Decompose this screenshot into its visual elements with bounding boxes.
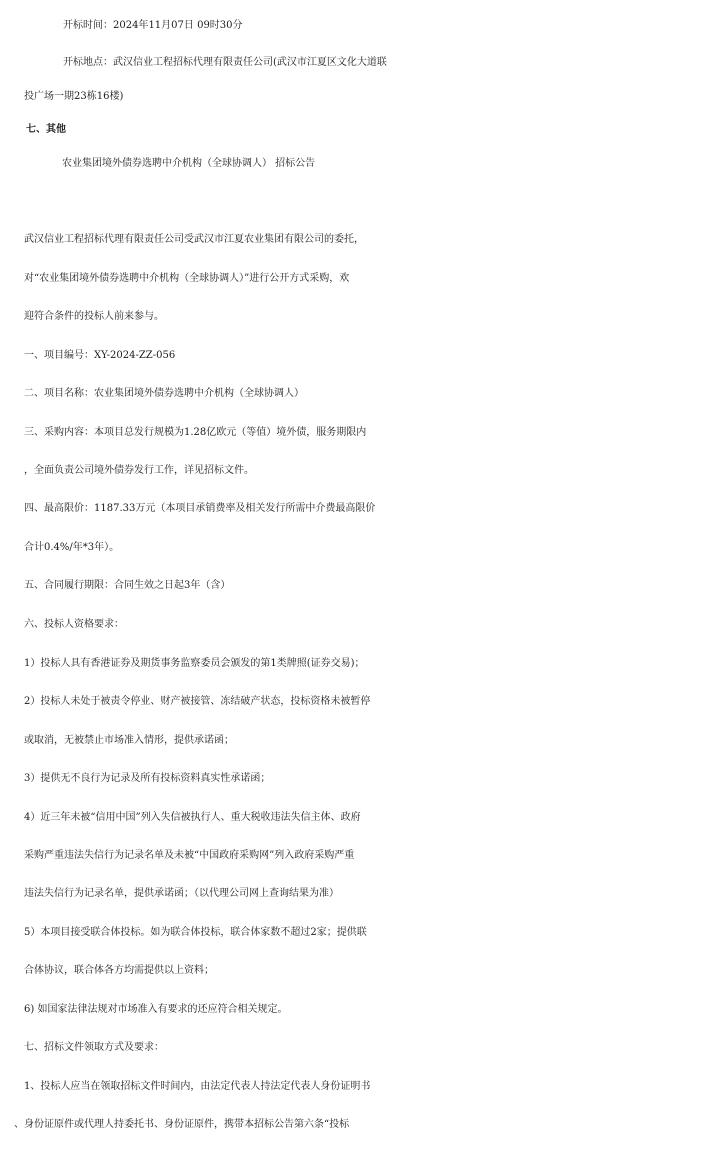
section-seven-line-2: 、身份证原件或代理人持委托书、身份证原件，携带本招标公告第六条“投标	[14, 1119, 350, 1130]
requirement-6: 6) 如国家法律法规对市场准入有要求的还应符合相关规定。	[24, 1004, 288, 1015]
item-qualification-heading: 六、投标人资格要求：	[24, 619, 124, 630]
item-max-price-2: 合计0.4%/年*3年）。	[24, 542, 120, 553]
item-project-name: 二、项目名称：农业集团境外债券选聘中介机构（全球协调人）	[24, 388, 304, 399]
bid-place-line-2: 投广场一期23栋16楼)	[24, 91, 124, 102]
requirement-1: 1）投标人具有香港证券及期货事务监察委员会颁发的第1类牌照(证券交易)；	[24, 658, 365, 669]
requirement-4-line-2: 采购严重违法失信行为记录名单及未被“中国政府采购网”列入政府采购严重	[24, 850, 355, 861]
item-max-price-1: 四、最高限价：1187.33万元（本项目承销费率及相关发行所需中介费最高限价	[24, 503, 376, 514]
item-procurement-content-2: ，全面负责公司境外债券发行工作，详见招标文件。	[24, 465, 254, 476]
requirement-2-line-1: 2）投标人未处于被责令停业、财产被接管、冻结破产状态，投标资格未被暂停	[24, 696, 371, 707]
requirement-5-line-1: 5）本项目接受联合体投标。如为联合体投标，联合体家数不超过2家；提供联	[24, 927, 367, 938]
requirement-3: 3）提供无不良行为记录及所有投标资料真实性承诺函；	[24, 773, 271, 784]
intro-line-2: 对“农业集团境外债券选聘中介机构（全球协调人）”进行公开方式采购，欢	[24, 273, 350, 284]
bid-place-line-1: 开标地点：武汉信业工程招标代理有限责任公司(武汉市江夏区文化大道联	[63, 57, 387, 68]
requirement-4-line-1: 4）近三年未被“信用中国”列入失信被执行人、重大税收违法失信主体、政府	[24, 812, 361, 823]
announcement-subtitle: 农业集团境外债券选聘中介机构（全球协调人） 招标公告	[62, 158, 316, 169]
intro-line-3: 迎符合条件的投标人前来参与。	[24, 311, 164, 322]
item-procurement-content-1: 三、采购内容：本项目总发行规模为1.28亿欧元（等值）境外债，服务期限内	[24, 427, 367, 438]
bid-time-line: 开标时间：2024年11月07日 09时30分	[63, 20, 243, 31]
section-seven-heading: 七、招标文件领取方式及要求：	[24, 1042, 164, 1053]
requirement-4-line-3: 违法失信行为记录名单，提供承诺函；（以代理公司网上查询结果为准）	[24, 888, 339, 899]
item-contract-period: 五、合同履行期限：合同生效之日起3年（含）	[24, 580, 231, 591]
requirement-2-line-2: 或取消，无被禁止市场准入情形，提供承诺函；	[24, 735, 234, 746]
intro-line-1: 武汉信业工程招标代理有限责任公司受武汉市江夏农业集团有限公司的委托，	[24, 234, 364, 245]
item-project-number: 一、项目编号：XY-2024-ZZ-056	[24, 350, 176, 361]
section-seven-line-1: 1、投标人应当在领取招标文件时间内，由法定代表人持法定代表人身份证明书	[24, 1081, 371, 1092]
section-seven-title: 七、其他	[26, 124, 66, 135]
requirement-5-line-2: 合体协议，联合体各方均需提供以上资料；	[24, 965, 214, 976]
